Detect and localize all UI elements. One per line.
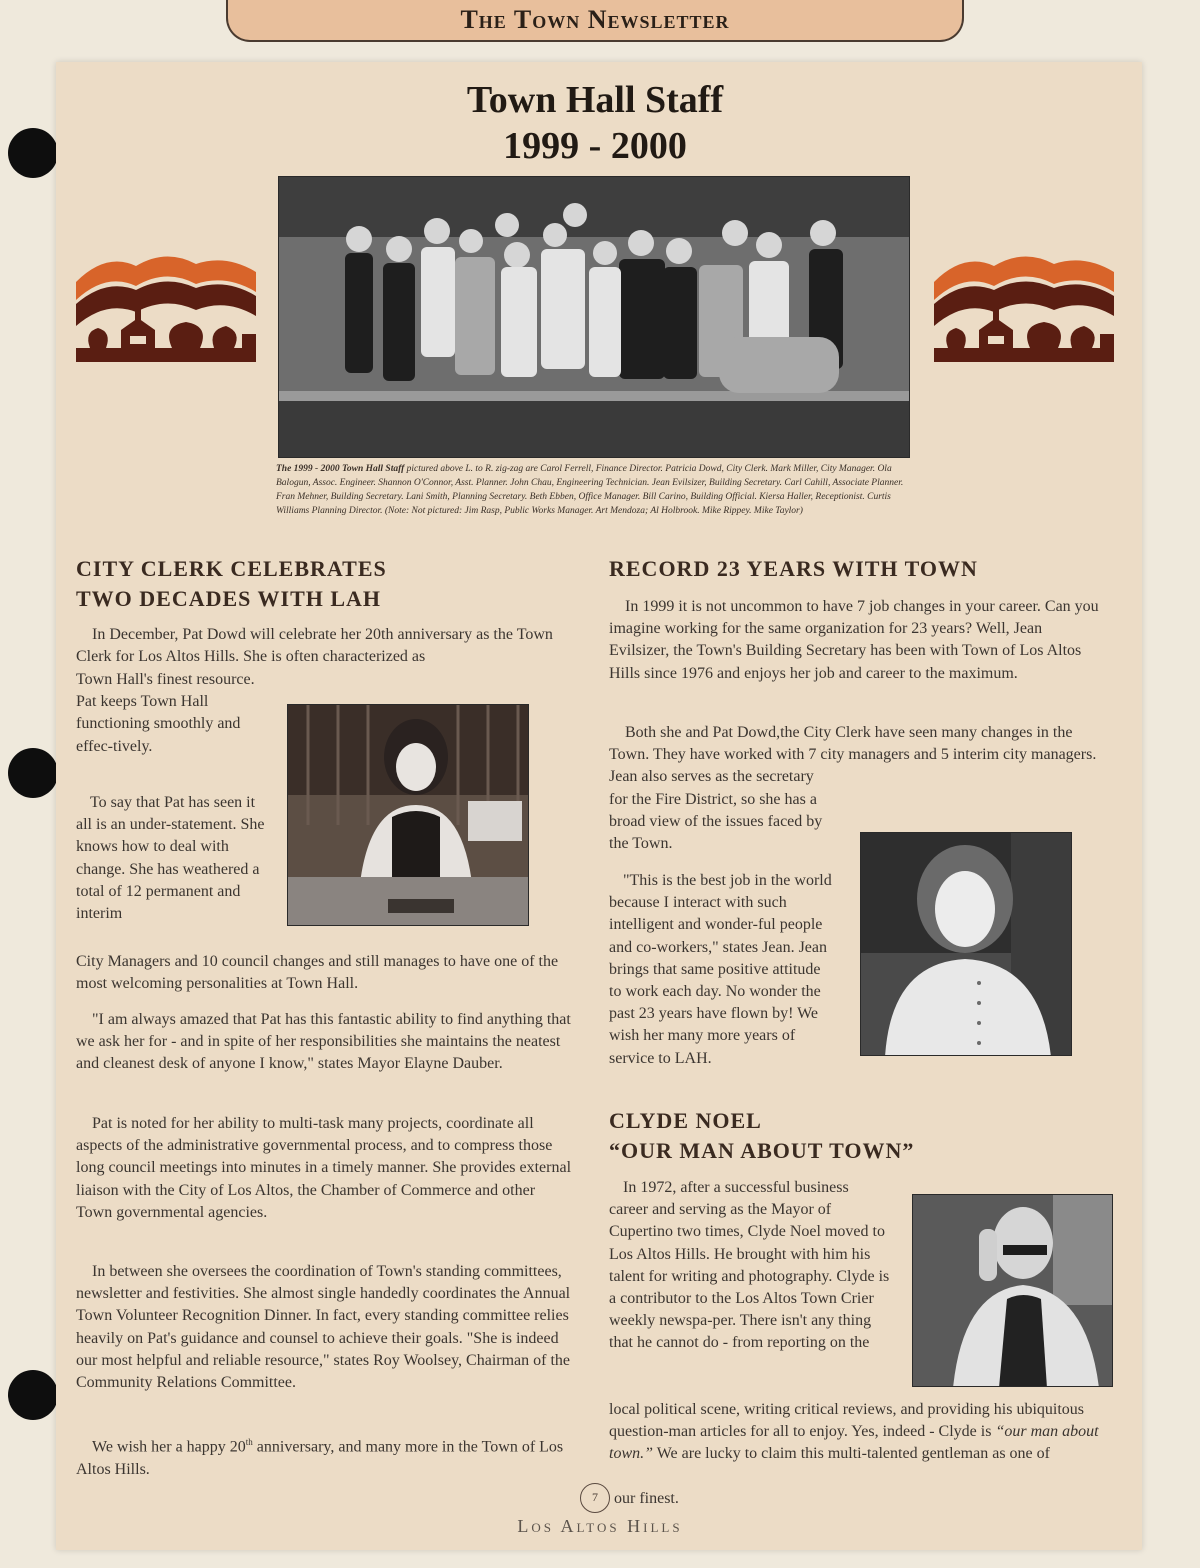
- clerk-paragraph-6: [76, 1431, 572, 1481]
- clyde-noel-photo: [912, 1194, 1113, 1387]
- clerk-paragraph-2b: City Managers and 10 council changes and still manages to have one of the most welcoming personalities at Town Hall.: [76, 953, 559, 993]
- record-paragraph-2b: for the Fire District, so she has a broad view of the issues faced by the Town.: [609, 791, 823, 853]
- clerk-heading-line2: TWO DECADES WITH LAH: [76, 586, 382, 611]
- record-paragraph-3: "This is the best job in the world because I interact with such intelligent and wonder-ful people and co-workers," states Jean. Jean brings that same positive attitude to work each day. No wonder the past 23 years have flown by! We wish her many more years of service to LAH.: [609, 872, 832, 1067]
- clerk-paragraph-2a: To say that Pat has seen it all is an under-statement. She knows how to deal with change. She has weathered a total of 12 permanent and interim: [76, 794, 265, 923]
- staff-group-photo: [278, 176, 910, 458]
- page-number: 7: [580, 1483, 610, 1513]
- footer-town-name: Los Altos Hills: [517, 1516, 683, 1536]
- binder-hole: [8, 1370, 58, 1420]
- town-hall-logo-right: [934, 252, 1114, 362]
- clerk-paragraph-5: In between she oversees the coordination of Town's standing committees, newsletter and festivities. She almost single handedly coordinates the Annual Town Volunteer Recognition Dinner. In fact, every standing committee relies heavily on Pat's guidance and counsel to achieve their goals. "She is indeed our most helpful and reliable resource," states Roy Woolsey, Chairman of the Community Relations Committee.: [76, 1263, 571, 1392]
- clyde-heading-line2: “OUR MAN ABOUT TOWN”: [609, 1138, 915, 1163]
- clyde-text-a: local political scene, writing critical reviews, and providing his ubiquitous question-man articles for all to enjoy. Yes, indeed - Clyde is: [609, 1401, 1084, 1441]
- binder-hole: [8, 128, 58, 178]
- page-title: Town Hall Staff: [466, 79, 724, 121]
- record-heading: RECORD 23 YEARS WITH TOWN: [609, 556, 978, 581]
- jean-evilsizer-photo: [860, 832, 1072, 1056]
- page-subtitle: 1999 - 2000: [503, 125, 687, 167]
- clerk-paragraph-1b: Town Hall's finest resource. Pat keeps Town Hall functioning smoothly and effec-tively.: [76, 671, 255, 755]
- photo-caption: [276, 462, 912, 518]
- clerk-heading-line1: CITY CLERK CELEBRATES: [76, 556, 387, 581]
- clerk-paragraph-3: "I am always amazed that Pat has this fantastic ability to find anything that we ask her for - and in spite of her responsibilities she maintains the neatest and cleanest desk of anyone I know," states Mayor Elayne Dauber.: [76, 1011, 571, 1073]
- pat-dowd-photo: [287, 704, 529, 926]
- clyde-text-b: We are lucky to claim this multi-talented gentleman as one of: [653, 1445, 1050, 1463]
- binder-hole: [8, 748, 58, 798]
- newsletter-banner: The Town Newsletter: [226, 0, 964, 42]
- town-hall-logo-left: [76, 252, 256, 362]
- clerk-paragraph-4: Pat is noted for her ability to multi-task many projects, coordinate all aspects of the administrative governmental process, and to compress those long council meetings into minutes in a timely manner. She provides external liaison with the City of Los Altos, the Chamber of Commerce and other Town governmental agencies.: [76, 1115, 572, 1221]
- clyde-paragraph-full: [609, 1399, 1099, 1466]
- clyde-paragraph-wrap: In 1972, after a successful business career and serving as the Mayor of Cupertino two times, Clyde Noel moved to Los Altos Hills. He brought with him his talent for writing and photography. Clyde is a contributor to the Los Altos Town Crier weekly newspa-per. There isn't any thing that he cannot do - from reporting on the: [609, 1179, 890, 1352]
- clyde-heading-line1: CLYDE NOEL: [609, 1108, 762, 1133]
- caption-text: pictured above L. to R. zig-zag are Carol Ferrell, Finance Director. Patricia Dowd, City Clerk. Mark Miller, City Manager. Ola Balogun, Assoc. Engineer. Shannon O'Connor, Asst. Planner. John Chau, Engineering Technician. Jean Evilsizer, Building Secretary. Carl Cahill, Associate Planner. Fran Mehner, Building Secretary. Lani Smith, Planning Secretary. Beth Ebben, Office Manager. Bill Carino, Building Official. Kiersa Haller, Receptionist. Curtis Williams Planning Director. (Note: Not pictured: Jim Rasp, Public Works Manager. Art Mendoza; Al Holbrook. Mike Rippey. Mike Taylor): [276, 464, 904, 516]
- clerk-p6-text-b: anniversary, and many more in the Town of Los Altos Hills.: [76, 1438, 564, 1478]
- clerk-p6-text-a: We wish her a happy 20: [92, 1438, 246, 1456]
- clyde-text-emphasis: “our man about town.”: [609, 1423, 1099, 1463]
- record-paragraph-1: In 1999 it is not uncommon to have 7 job changes in your career. Can you imagine working for the same organization for 23 years? Well, Jean Evilsizer, the Town's Building Secretary has been with Town of Los Altos Hills since 1976 and enjoys her job and career to the maximum.: [609, 598, 1099, 682]
- record-paragraph-2a: Both she and Pat Dowd,the City Clerk have seen many changes in the Town. They have worked with 7 city managers and 5 interim city managers. Jean also serves as the secretary: [609, 724, 1097, 786]
- clerk-p6-superscript: th: [245, 1437, 253, 1447]
- clerk-paragraph-1a: In December, Pat Dowd will celebrate her 20th anniversary as the Town Clerk for Los Altos Hills. She is often characterized as: [76, 626, 553, 666]
- clyde-paragraph-last: our finest.: [614, 1490, 679, 1507]
- caption-lead: The 1999 - 2000 Town Hall Staff: [276, 464, 405, 474]
